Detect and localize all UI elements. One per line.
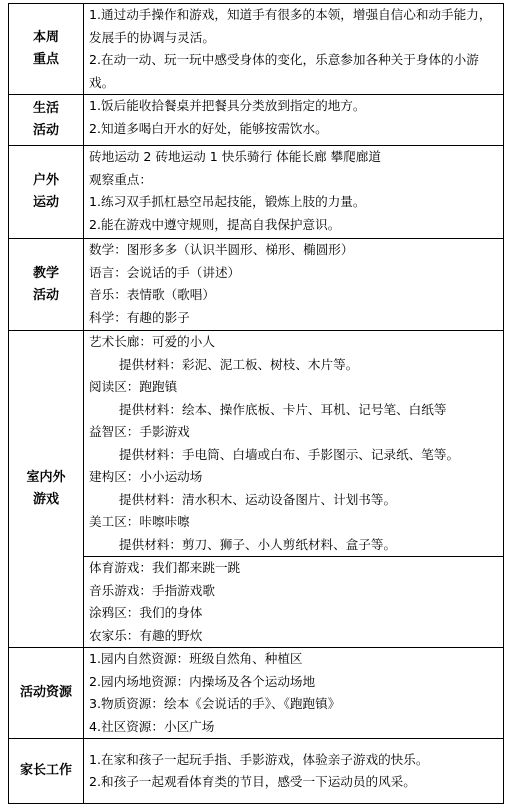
label-activity-resources: 活动资源: [9, 648, 84, 739]
teaching-line-3: 音乐：表情歌（歌唱）: [89, 287, 215, 302]
content-outdoor-sports: [84, 146, 504, 239]
parent-line-2: 2.和孩子一起观看体育类的节目，感受一下运动员的风采。: [89, 774, 416, 789]
row-parent-work: [9, 739, 504, 804]
content-activity-resources: [84, 648, 504, 739]
area-3-materials: 提供材料：手电筒、白墙或白布、手影图示、记录纸、笔等。: [119, 446, 460, 462]
game-line-1: 体育游戏：我们都来跳一跳: [89, 560, 241, 575]
row-outdoor-sports: [9, 146, 504, 239]
label-weekly-focus: 本周 重点: [9, 4, 84, 95]
area-4-title: 建构区：小小运动场: [89, 469, 203, 484]
life-line-1: 1.饭后能收拾餐桌并把餐具分类放到指定的地方。: [89, 98, 366, 113]
content-parent-work: [84, 739, 504, 804]
row-teaching-activities: [9, 239, 504, 331]
resource-line-2: 2.园内场地资源：内操场及各个运动场地: [89, 673, 316, 689]
resource-line-3: 3.物质资源：绘本《会说话的手》、《跑跑镇》: [89, 696, 341, 711]
area-3-title: 益智区：手影游戏: [89, 424, 190, 439]
area-5-title: 美工区：咔嚓咔嚓: [89, 514, 190, 529]
area-2-title: 阅读区：跑跑镇: [89, 379, 178, 394]
outdoor-line-4: 2.能在游戏中遵守规则，提高自我保护意识。: [89, 216, 341, 232]
outdoor-line-1: 砖地运动 2 砖地运动 1 快乐骑行 体能长廊 攀爬廊道: [89, 149, 381, 164]
life-line-2: 2.知道多喝白开水的好处，能够按需饮水。: [89, 120, 328, 136]
label-outdoor-sports: 户外 运动: [9, 146, 84, 239]
row-indoor-outdoor-games-areas: [9, 331, 504, 557]
game-line-4: 农家乐：有趣的野炊: [89, 627, 203, 643]
area-2-materials: 提供材料：绘本、操作底板、卡片、耳机、记号笔、白纸等: [119, 401, 447, 417]
game-line-2: 音乐游戏：手指游戏歌: [89, 582, 215, 598]
resource-line-4: 4.社区资源：小区广场: [89, 718, 215, 734]
teaching-line-1: 数学：图形多多（认识半圆形、梯形、椭圆形）: [89, 242, 354, 257]
label-teaching-activities: 教学 活动: [9, 239, 84, 331]
content-learning-areas: [84, 331, 504, 557]
row-life-activities: [9, 95, 504, 146]
row-activity-resources: [9, 648, 504, 739]
focus-line-2: 2.在动一动、玩一玩中感受身体的变化，乐意参加各种关于身体的小游戏。: [89, 52, 479, 90]
game-line-3: 涂鸦区：我们的身体: [89, 605, 203, 620]
content-teaching-activities: [84, 239, 504, 331]
area-1-materials: 提供材料：彩泥、泥工板、树枝、木片等。: [119, 356, 359, 372]
weekly-plan-table: [8, 3, 504, 804]
outdoor-line-2: 观察重点：: [89, 171, 152, 187]
area-5-materials: 提供材料：剪刀、狮子、小人剪纸材料、盒子等。: [119, 536, 397, 552]
content-games-list: [84, 557, 504, 648]
row-weekly-focus: [9, 4, 504, 95]
focus-line-1: 1.通过动手操作和游戏，知道手有很多的本领，增强自信心和动手能力，发展手的协调与灵活。: [89, 7, 492, 45]
area-1-title: 艺术长廊：可爱的小人: [89, 334, 215, 349]
outdoor-line-3: 1.练习双手抓杠悬空吊起技能，锻炼上肢的力量。: [89, 194, 366, 209]
label-parent-work: 家长工作: [9, 739, 84, 804]
parent-line-1: 1.在家和孩子一起玩手指、手影游戏，体验亲子游戏的快乐。: [89, 751, 429, 767]
teaching-line-2: 语言：会说话的手（讲述）: [89, 264, 241, 280]
content-weekly-focus: [84, 4, 504, 95]
area-4-materials: 提供材料：清水积木、运动设备图片、计划书等。: [119, 491, 397, 507]
teaching-line-4: 科学：有趣的影子: [89, 309, 190, 325]
label-life-activities: 生活 活动: [9, 95, 84, 146]
content-life-activities: [84, 95, 504, 146]
label-indoor-outdoor-games: 室内外 游戏: [9, 331, 84, 648]
resource-line-1: 1.园内自然资源：班级自然角、种植区: [89, 651, 303, 666]
row-indoor-outdoor-games-list: [9, 557, 504, 648]
